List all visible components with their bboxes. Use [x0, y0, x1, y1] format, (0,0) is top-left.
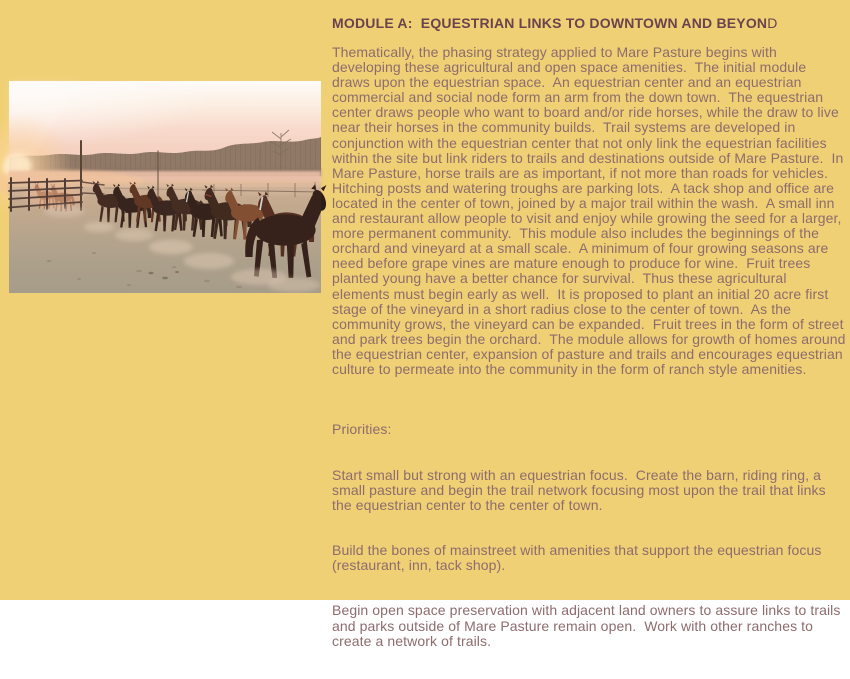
priority-item: Start small but strong with an equestrian focus. Create the barn, riding ring, a small pasture and begin the trail network focusing most upon the trail that links the equestrian center to the center of town.	[332, 466, 830, 513]
photo-horses-sunrise	[9, 81, 321, 293]
priority-item: Build the bones of mainstreet with amenities that support the equestrian focus (restaurant, inn, tack shop).	[332, 542, 826, 574]
priorities-heading: Priorities:	[332, 421, 392, 438]
horses-photo-svg	[9, 81, 321, 293]
module-title-suffix: D	[767, 15, 778, 31]
intro-paragraph: Thematically, the phasing strategy applied to Mare Pasture begins with developing these agricultural and open space amenities. The initial module draws upon the equestrian space. An equestrian center and an equestrian commercial and social node form an arm from the down town. The equestrian center draws people who want to board and/or ride horses, while the draw to live near their horses in the community builds. Trail systems are developed in conjunction with the equestrian center that not only link the equestrian facilities within the site but link riders to trails and destinations outside of Mare Pasture. In Mare Pasture, horse trails are as important, if not more than roads for vehicles. Hitching posts and watering troughs are parking lots. A tack shop and office are located in the center of town, joined by a major trail within the wash. A small inn and restaurant allow people to visit and enjoy while growing the seed for a larger, more permanent community. This module also includes the beginnings of the orchard and vineyard at a small scale. A minimum of four growing seasons are need before grape vines are mature enough to produce for wine. Fruit trees planted young have a better chance for survival. Thus these agricultural elements must begin early as well. It is proposed to plant an initial 20 acre first stage of the vineyard in a short radius close to the center of town. As the community grows, the vineyard can be expanded. Fruit trees in the form of street and park trees begin the orchard. The module allows for growth of homes around the equestrian center, expansion of pasture and trails and encourages equestrian culture to permeate into the community in the form of ranch style amenities.	[332, 44, 850, 377]
module-title	[332, 15, 847, 31]
module-title-main: MODULE A: EQUESTRIAN LINKS TO DOWNTOWN AND BEYON	[332, 15, 768, 31]
priorities-section	[332, 392, 847, 679]
text-column	[332, 15, 850, 679]
priority-item: Begin open space preservation with adjacent land owners to assure links to trails and parks outside of Mare Pasture remain open. Work with other ranches to create a network of trails.	[332, 602, 845, 649]
